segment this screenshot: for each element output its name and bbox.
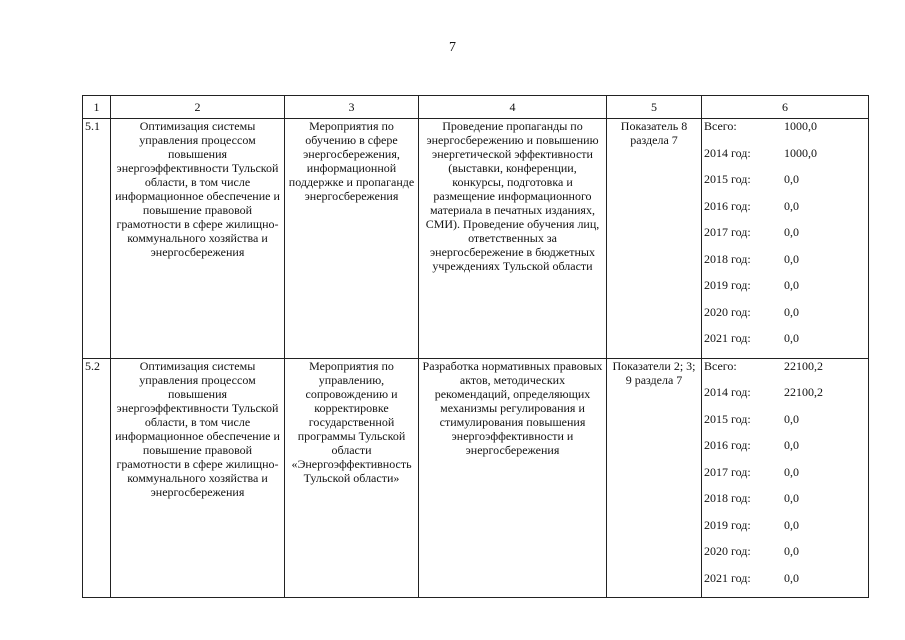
financing-line (704, 252, 866, 279)
header-col-3: 3 (285, 96, 419, 119)
financing-label: 2016 год: (704, 198, 751, 213)
financing-line (704, 385, 866, 412)
financing-line (704, 199, 866, 226)
financing-line (704, 146, 866, 173)
description-cell: Проведение пропаганды по энергосбережению и повышению энергетической эффективности (выставки, конференции, конкурсы, подготовка и размещение информационного материала в печатных изданиях, СМИ). Проведение обучения лиц, ответственных за энергосбережение в бюджетных учреждениях Тульской области (419, 119, 607, 359)
header-col-6: 6 (702, 96, 869, 119)
financing-line (704, 331, 866, 358)
financing-label: 2016 год: (704, 438, 751, 452)
financing-line (704, 491, 866, 518)
row-number: 5.1 (83, 119, 111, 359)
financing-label: 2021 год: (704, 331, 751, 345)
financing-line (704, 544, 866, 571)
header-row (83, 96, 869, 119)
task-cell: Оптимизация системы управления процессом повышения энергоэффективности Тульской области, в том числе информационное обеспечение и повышение правовой грамотности в сфере жилищно-коммунального хозяйства и энергосбережения (111, 358, 285, 598)
financing-line (704, 119, 866, 146)
header-col-4: 4 (419, 96, 607, 119)
financing-label: 2015 год: (704, 411, 751, 426)
financing-value: 0,0 (784, 544, 799, 558)
financing-line (704, 305, 866, 332)
indicator-cell: Показатели 2; 3; 9 раздела 7 (607, 358, 702, 598)
financing-value: 1000,0 (784, 119, 817, 133)
financing-value: 0,0 (784, 225, 799, 239)
activity-cell: Мероприятия по обучению в сфере энергосбережения, информационной поддержке и пропаганде энергосбережения (285, 119, 419, 359)
financing-value: 1000,0 (784, 145, 817, 160)
financing-value: 0,0 (784, 304, 799, 319)
financing-line (704, 359, 866, 386)
financing-value: 0,0 (784, 570, 799, 585)
financing-value: 0,0 (784, 251, 799, 266)
financing-cell (702, 358, 869, 598)
financing-value: 0,0 (784, 491, 799, 505)
activity-cell: Мероприятия по управлению, сопровождению и корректировке государственной программы Тульской области «Энергоэффективность Тульской области» (285, 358, 419, 598)
financing-line (704, 412, 866, 439)
financing-label: 2014 год: (704, 145, 751, 160)
financing-label: 2014 год: (704, 385, 751, 399)
financing-line (704, 172, 866, 199)
financing-cell (702, 119, 869, 359)
header-col-2: 2 (111, 96, 285, 119)
financing-label: 2015 год: (704, 172, 751, 186)
financing-line (704, 518, 866, 545)
financing-value: 0,0 (784, 438, 799, 452)
task-cell: Оптимизация системы управления процессом повышения энергоэффективности Тульской области, в том числе информационное обеспечение и повышение правовой грамотности в сфере жилищно-коммунального хозяйства и энергосбережения (111, 119, 285, 359)
page-number: 7 (449, 40, 456, 55)
financing-value: 0,0 (784, 172, 799, 186)
financing-line (704, 438, 866, 465)
financing-value: 0,0 (784, 464, 799, 479)
table-row (83, 119, 869, 359)
financing-value: 0,0 (784, 517, 799, 532)
financing-label: 2020 год: (704, 304, 751, 319)
financing-label: 2018 год: (704, 491, 751, 505)
financing-label: 2018 год: (704, 251, 751, 266)
financing-value: 22100,2 (784, 358, 823, 373)
financing-label: 2021 год: (704, 570, 751, 585)
row-number: 5.2 (83, 358, 111, 598)
financing-value: 0,0 (784, 411, 799, 426)
financing-label: Всего: (704, 119, 737, 133)
financing-label: 2017 год: (704, 225, 751, 239)
financing-label: 2019 год: (704, 278, 751, 292)
indicator-cell: Показатель 8 раздела 7 (607, 119, 702, 359)
table-row (83, 358, 869, 598)
financing-value: 22100,2 (784, 385, 823, 399)
financing-value: 0,0 (784, 198, 799, 213)
financing-label: Всего: (704, 358, 737, 373)
financing-line (704, 571, 866, 598)
financing-value: 0,0 (784, 278, 799, 292)
header-col-1: 1 (83, 96, 111, 119)
header-col-5: 5 (607, 96, 702, 119)
description-cell: Разработка нормативных правовых актов, методических рекомендаций, определяющих механизмы регулирования и стимулирования повышения энергоэффективности и энергосбережения (419, 358, 607, 598)
financing-line (704, 465, 866, 492)
financing-label: 2017 год: (704, 464, 751, 479)
financing-label: 2019 год: (704, 517, 751, 532)
financing-value: 0,0 (784, 331, 799, 345)
program-table (82, 95, 869, 598)
financing-line (704, 225, 866, 252)
financing-line (704, 278, 866, 305)
financing-label: 2020 год: (704, 544, 751, 558)
